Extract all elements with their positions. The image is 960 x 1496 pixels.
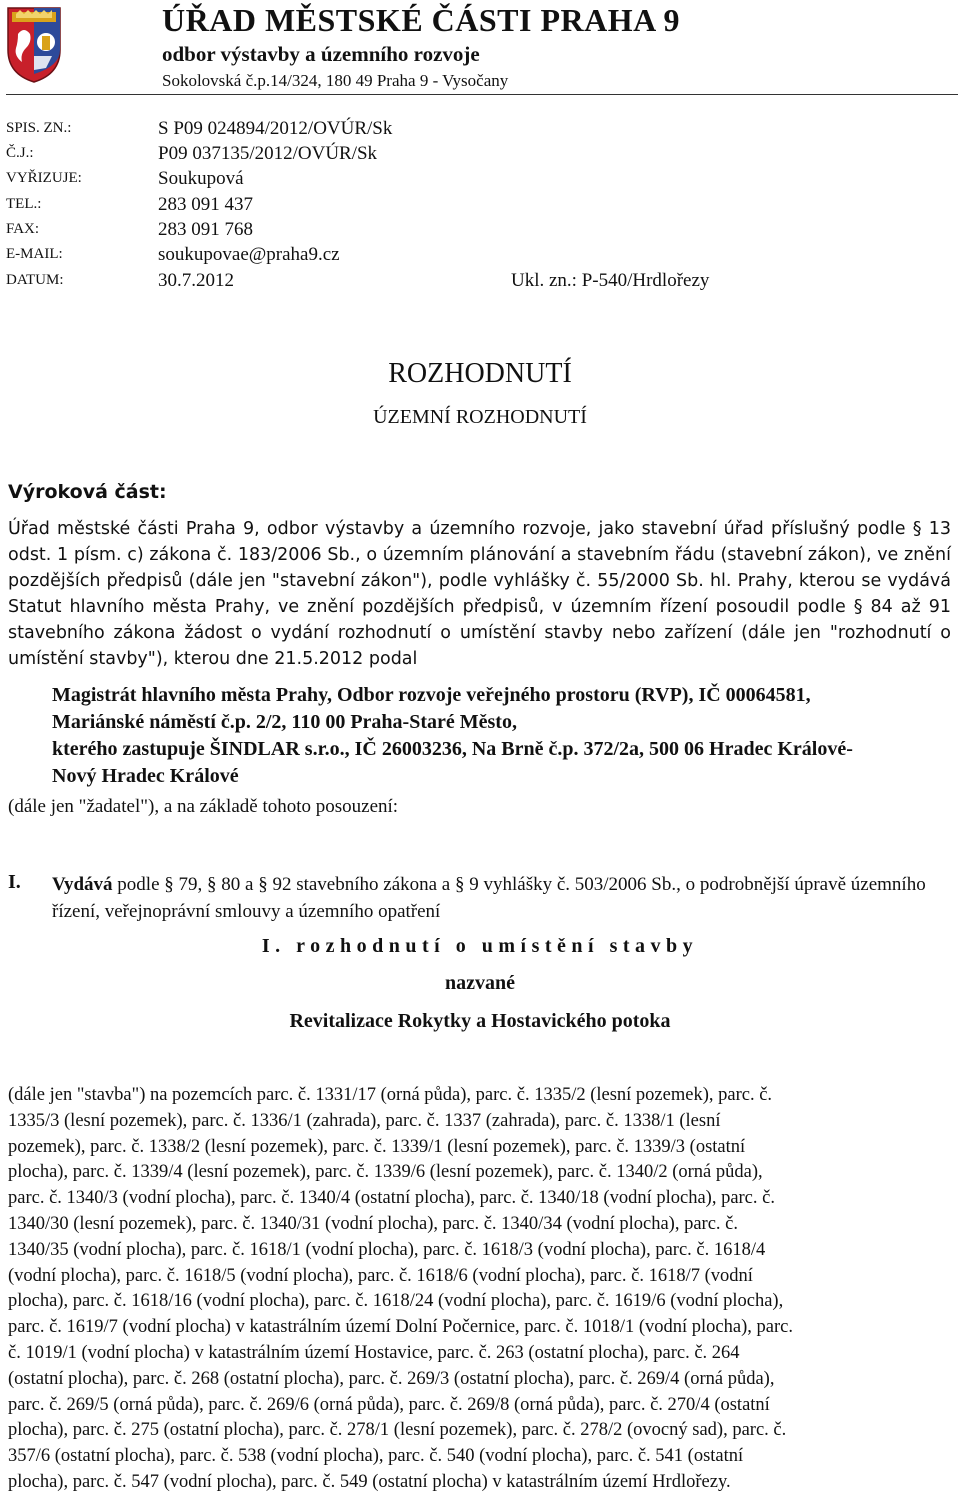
office-address: Sokolovská č.p.14/324, 180 49 Praha 9 - Vysočany [162,71,509,90]
intro-paragraph: Úřad městské části Praha 9, odbor výstavby a územního rozvoje, jako stavební úřad příslušný podle § 13 odst. 1 písm. c) zákona č. 183/2006 Sb., o územním plánování a stavebním řádu (stavební zákon), ve znění pozdějších předpisů (dále jen "stavební zákon"), podle vyhlášky č. 55/2000 Sb. hl. Prahy, kterou se vydává Statut hlavního města Prahy, ve znění pozdějších předpisů, v územním řízení posoudil podle § 84 až 91 stavebního zákona žádost o vydání rozhodnutí o umístění stavby nebo zařízení (dále jen "rozhodnutí o umístění stavby"), kterou dne 21.5.2012 podal [8,519,951,669]
office-title: ÚŘAD MĚSTSKÉ ČÁSTI PRAHA 9 [162,2,680,38]
header-divider [6,94,958,95]
tel-value: 283 091 437 [158,194,253,215]
section-number: I. [8,871,21,893]
cj-value: P09 037135/2012/OVÚR/Sk [158,143,378,164]
spis-label: SPIS. ZN.: [6,120,72,136]
parcel-line: plocha), parc. č. 547 (vodní plocha), parc. č. 549 (ostatní plocha) v katastrálním území Hrdlořezy. [8,1471,731,1492]
parcel-line: 1340/30 (lesní pozemek), parc. č. 1340/31 (vodní plocha), parc. č. 1340/34 (vodní plocha), parc. č. [8,1213,739,1234]
spis-value: S P09 024894/2012/OVÚR/Sk [158,118,393,139]
applicant-alias: (dále jen "žadatel"), a na základě tohoto posouzení: [8,796,399,817]
nazvane-label: nazvané [445,972,515,994]
datum-label: DATUM: [6,272,64,288]
applicant-line: Magistrát hlavního města Prahy, Odbor rozvoje veřejného prostoru (RVP), IČ 00064581, [52,684,811,706]
parcel-line: (vodní plocha), parc. č. 1618/5 (vodní plocha), parc. č. 1618/6 (vodní plocha), parc. č. 1618/7 (vodní [8,1265,753,1286]
ukl-zn-reference: Ukl. zn.: P-540/Hrdlořezy [511,270,710,291]
fax-value: 283 091 768 [158,219,253,240]
document-heading: ROZHODNUTÍ [388,358,572,389]
parcel-line: pozemek), parc. č. 1338/2 (lesní pozemek), parc. č. 1339/1 (lesní pozemek), parc. č. 1339/3 (ostatní [8,1136,746,1157]
vyrizuje-value: Soukupová [158,168,244,189]
coat-of-arms-logo [6,4,62,84]
department-name: odbor výstavby a územního rozvoje [162,42,480,66]
project-name: Revitalizace Rokytky a Hostavického potoka [289,1010,671,1032]
section-text [52,871,952,925]
parcel-line: 357/6 (ostatní plocha), parc. č. 538 (vodní plocha), parc. č. 540 (vodní plocha), parc. č. 541 (ostatní [8,1446,744,1467]
parcel-list [8,1083,952,1496]
datum-value: 30.7.2012 [158,270,234,291]
vydava-rest: podle § 79, § 80 a § 92 stavebního zákona a § 9 vyhlášky č. 503/2006 Sb., o podrobnější úpravě územního řízení, veřejnoprávní smlouvy a územního opatření [52,874,926,922]
email-value[interactable]: soukupovae@praha9.cz [158,244,340,265]
cj-label: Č.J.: [6,145,34,161]
email-label: E-MAIL: [6,246,63,262]
parcel-line: parc. č. 269/5 (orná půda), parc. č. 269/6 (orná půda), parc. č. 269/8 (orná půda), parc. č. 270/4 (ostatní [8,1394,770,1415]
parcel-line: 1335/3 (lesní pozemek), parc. č. 1336/1 (zahrada), parc. č. 1337 (zahrada), parc. č. 1338/1 (lesní [8,1110,721,1131]
parcel-line: plocha), parc. č. 1618/16 (vodní plocha), parc. č. 1618/24 (vodní plocha), parc. č. 1619/6 (vodní plocha), [8,1291,784,1312]
parcel-line: plocha), parc. č. 275 (ostatní plocha), parc. č. 278/1 (lesní pozemek), parc. č. 278/2 (ovocný sad), parc. č. [8,1420,787,1441]
parcel-line: parc. č. 1619/7 (vodní plocha) v katastrálním území Dolní Počernice, parc. č. 1018/1 (vodní plocha), parc. [8,1317,793,1338]
document-subheading: ÚZEMNÍ ROZHODNUTÍ [373,406,587,428]
parcel-line: č. 1019/1 (vodní plocha) v katastrálním území Hostavice, parc. č. 263 (ostatní plocha), parc. č. 264 [8,1342,740,1363]
parcel-line: 1340/35 (vodní plocha), parc. č. 1618/1 (vodní plocha), parc. č. 1618/3 (vodní plocha), parc. č. 1618/4 [8,1239,766,1260]
vyrizuje-label: VYŘIZUJE: [6,170,82,186]
applicant-block [52,682,952,790]
applicant-line: Mariánské náměstí č.p. 2/2, 110 00 Praha-Staré Město, [52,711,517,733]
applicant-line: kterého zastupuje ŠINDLAR s.r.o., IČ 26003236, Na Brně č.p. 372/2a, 500 06 Hradec Králové- [52,738,853,760]
decision-title: I. rozhodnutí o umístění stavby [261,935,699,957]
fax-label: FAX: [6,221,40,237]
applicant-line: Nový Hradec Králové [52,765,239,787]
section-label: Výroková část: [8,481,167,503]
vydava-bold: Vydává [52,874,113,895]
parcel-line: (ostatní plocha), parc. č. 268 (ostatní plocha), parc. č. 269/3 (ostatní plocha), parc. č. 269/4 (orná půda), [8,1368,775,1389]
tel-label: TEL.: [6,196,42,212]
parcel-line: (dále jen "stavba") na pozemcích parc. č. 1331/17 (orná půda), parc. č. 1335/2 (lesní pozemek), parc. č. [8,1085,773,1105]
parcel-line: parc. č. 1340/3 (vodní plocha), parc. č. 1340/4 (ostatní plocha), parc. č. 1340/18 (vodní plocha), parc. č. [8,1188,775,1209]
parcel-line: plocha), parc. č. 1339/4 (lesní pozemek), parc. č. 1339/6 (lesní pozemek), parc. č. 1340/2 (orná půda), [8,1162,763,1183]
